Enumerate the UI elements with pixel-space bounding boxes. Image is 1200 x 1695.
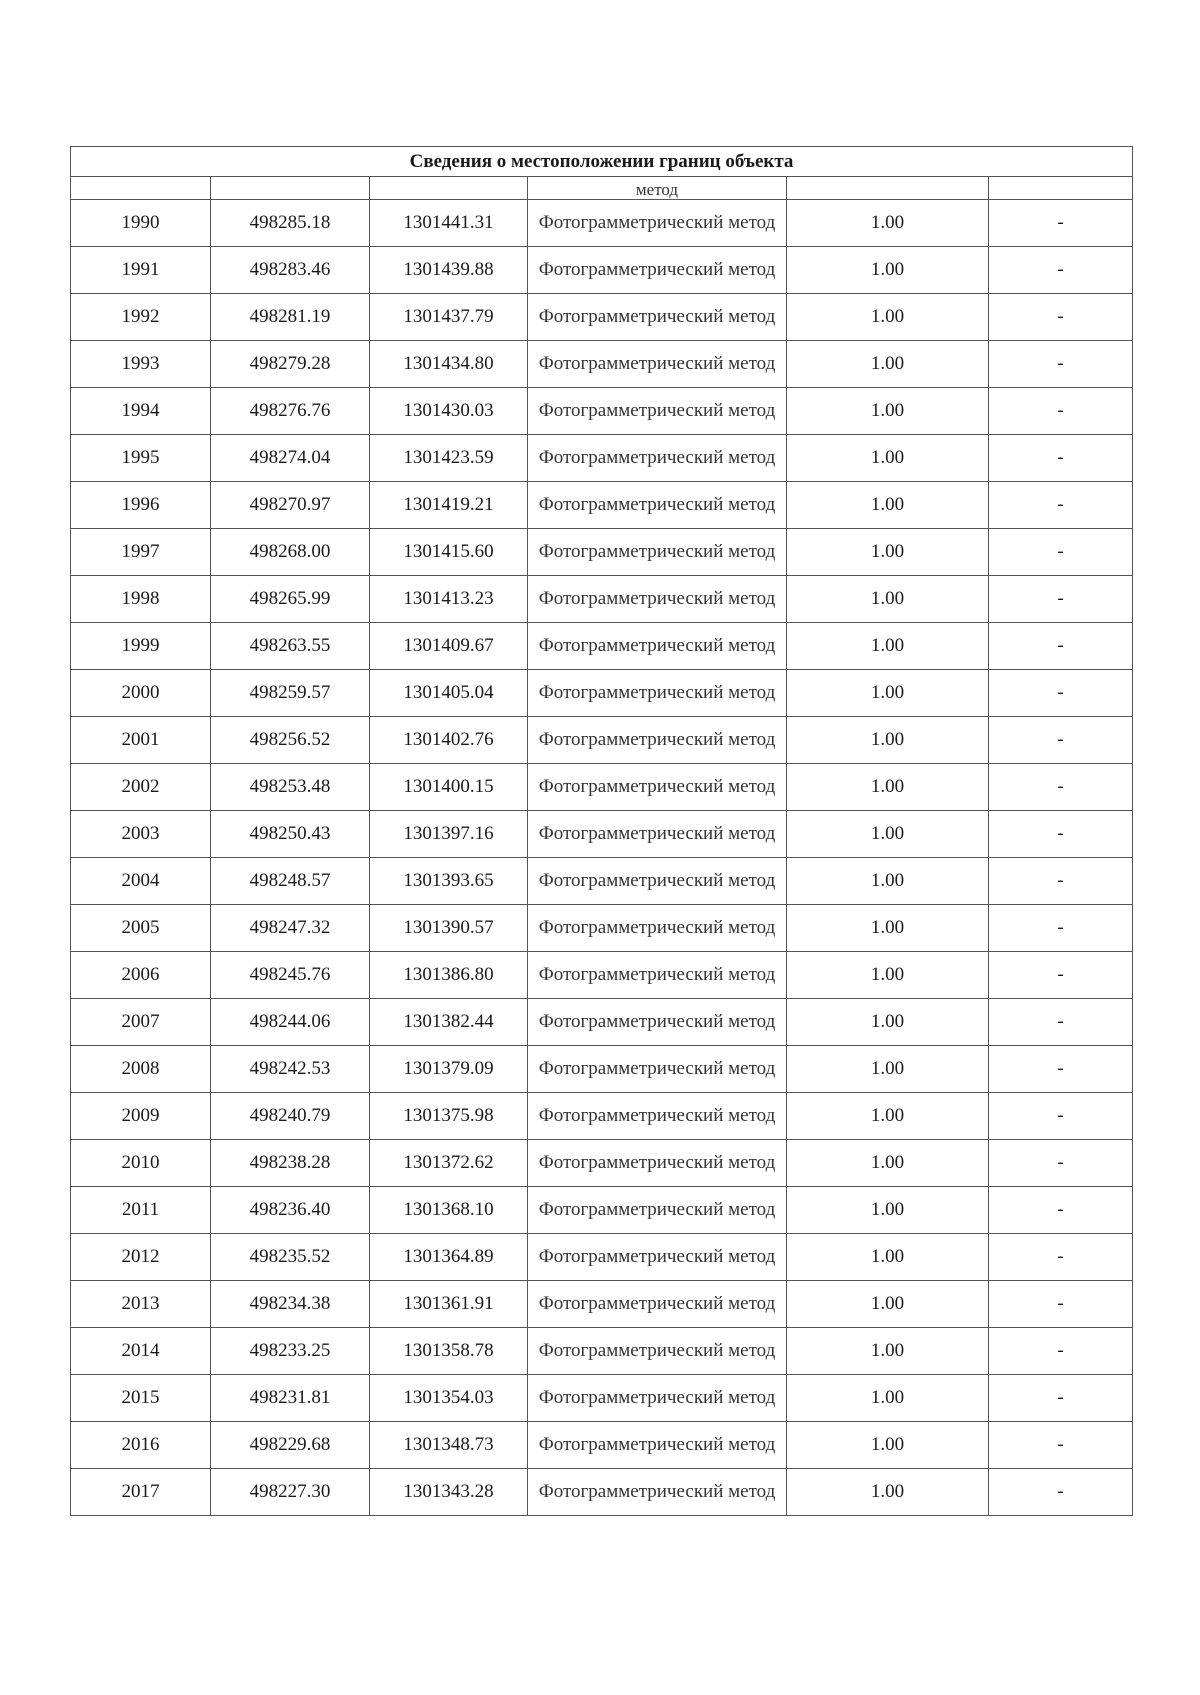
y-coordinate-cell: 1301382.44	[370, 999, 528, 1046]
y-coordinate-cell: 1301415.60	[370, 529, 528, 576]
y-coordinate-cell: 1301372.62	[370, 1140, 528, 1187]
description-cell: -	[989, 811, 1133, 858]
point-number-cell: 2000	[71, 670, 211, 717]
point-number-cell: 1992	[71, 294, 211, 341]
y-coordinate-cell: 1301439.88	[370, 247, 528, 294]
table-row	[71, 1187, 1133, 1234]
method-cell: Фотограмметрический метод	[528, 1234, 787, 1281]
precision-cell: 1.00	[787, 623, 989, 670]
method-cell: Фотограмметрический метод	[528, 905, 787, 952]
table-row	[71, 952, 1133, 999]
point-number-cell: 2010	[71, 1140, 211, 1187]
precision-cell: 1.00	[787, 435, 989, 482]
boundary-coordinates-table	[70, 146, 1133, 1516]
method-cell: Фотограмметрический метод	[528, 435, 787, 482]
description-cell: -	[989, 529, 1133, 576]
description-cell: -	[989, 717, 1133, 764]
precision-cell: 1.00	[787, 1140, 989, 1187]
description-cell: -	[989, 341, 1133, 388]
continuation-cell-x	[211, 177, 370, 200]
point-number-cell: 2007	[71, 999, 211, 1046]
y-coordinate-cell: 1301419.21	[370, 482, 528, 529]
continuation-cell-description	[989, 177, 1133, 200]
y-coordinate-cell: 1301405.04	[370, 670, 528, 717]
x-coordinate-cell: 498250.43	[211, 811, 370, 858]
x-coordinate-cell: 498270.97	[211, 482, 370, 529]
table-row	[71, 482, 1133, 529]
table-row	[71, 1375, 1133, 1422]
table-row	[71, 1281, 1133, 1328]
method-cell: Фотограмметрический метод	[528, 717, 787, 764]
precision-cell: 1.00	[787, 764, 989, 811]
precision-cell: 1.00	[787, 905, 989, 952]
point-number-cell: 1991	[71, 247, 211, 294]
precision-cell: 1.00	[787, 294, 989, 341]
y-coordinate-cell: 1301413.23	[370, 576, 528, 623]
method-cell: Фотограмметрический метод	[528, 952, 787, 999]
point-number-cell: 2001	[71, 717, 211, 764]
precision-cell: 1.00	[787, 388, 989, 435]
x-coordinate-cell: 498274.04	[211, 435, 370, 482]
point-number-cell: 2003	[71, 811, 211, 858]
x-coordinate-cell: 498233.25	[211, 1328, 370, 1375]
description-cell: -	[989, 576, 1133, 623]
x-coordinate-cell: 498253.48	[211, 764, 370, 811]
description-cell: -	[989, 764, 1133, 811]
precision-cell: 1.00	[787, 858, 989, 905]
table-row	[71, 623, 1133, 670]
method-cell: Фотограмметрический метод	[528, 858, 787, 905]
y-coordinate-cell: 1301375.98	[370, 1093, 528, 1140]
y-coordinate-cell: 1301409.67	[370, 623, 528, 670]
y-coordinate-cell: 1301364.89	[370, 1234, 528, 1281]
description-cell: -	[989, 200, 1133, 247]
precision-cell: 1.00	[787, 247, 989, 294]
point-number-cell: 1993	[71, 341, 211, 388]
y-coordinate-cell: 1301390.57	[370, 905, 528, 952]
precision-cell: 1.00	[787, 1375, 989, 1422]
precision-cell: 1.00	[787, 1328, 989, 1375]
table-title-row	[71, 147, 1133, 177]
method-cell: Фотограмметрический метод	[528, 1469, 787, 1516]
precision-cell: 1.00	[787, 717, 989, 764]
point-number-cell: 1996	[71, 482, 211, 529]
table-row	[71, 1140, 1133, 1187]
method-cell: Фотограмметрический метод	[528, 1328, 787, 1375]
point-number-cell: 1999	[71, 623, 211, 670]
description-cell: -	[989, 247, 1133, 294]
y-coordinate-cell: 1301348.73	[370, 1422, 528, 1469]
point-number-cell: 1995	[71, 435, 211, 482]
precision-cell: 1.00	[787, 576, 989, 623]
description-cell: -	[989, 1140, 1133, 1187]
description-cell: -	[989, 388, 1133, 435]
table-row	[71, 200, 1133, 247]
table-row	[71, 576, 1133, 623]
x-coordinate-cell: 498281.19	[211, 294, 370, 341]
y-coordinate-cell: 1301400.15	[370, 764, 528, 811]
description-cell: -	[989, 1234, 1133, 1281]
x-coordinate-cell: 498276.76	[211, 388, 370, 435]
method-cell: Фотограмметрический метод	[528, 999, 787, 1046]
point-number-cell: 2005	[71, 905, 211, 952]
x-coordinate-cell: 498244.06	[211, 999, 370, 1046]
x-coordinate-cell: 498240.79	[211, 1093, 370, 1140]
method-cell: Фотограмметрический метод	[528, 1375, 787, 1422]
description-cell: -	[989, 435, 1133, 482]
description-cell: -	[989, 670, 1133, 717]
method-cell: Фотограмметрический метод	[528, 1422, 787, 1469]
x-coordinate-cell: 498229.68	[211, 1422, 370, 1469]
point-number-cell: 1998	[71, 576, 211, 623]
description-cell: -	[989, 999, 1133, 1046]
point-number-cell: 2009	[71, 1093, 211, 1140]
method-cell: Фотограмметрический метод	[528, 341, 787, 388]
table-row	[71, 999, 1133, 1046]
point-number-cell: 1997	[71, 529, 211, 576]
table-row	[71, 670, 1133, 717]
description-cell: -	[989, 1187, 1133, 1234]
point-number-cell: 2004	[71, 858, 211, 905]
continuation-cell-number	[71, 177, 211, 200]
table-row	[71, 1046, 1133, 1093]
continuation-method-text: метод	[635, 180, 679, 199]
y-coordinate-cell: 1301343.28	[370, 1469, 528, 1516]
x-coordinate-cell: 498236.40	[211, 1187, 370, 1234]
precision-cell: 1.00	[787, 1093, 989, 1140]
table-row	[71, 811, 1133, 858]
x-coordinate-cell: 498247.32	[211, 905, 370, 952]
precision-cell: 1.00	[787, 529, 989, 576]
table-row	[71, 905, 1133, 952]
point-number-cell: 2015	[71, 1375, 211, 1422]
precision-cell: 1.00	[787, 999, 989, 1046]
y-coordinate-cell: 1301430.03	[370, 388, 528, 435]
x-coordinate-cell: 498235.52	[211, 1234, 370, 1281]
precision-cell: 1.00	[787, 341, 989, 388]
table-row	[71, 341, 1133, 388]
y-coordinate-cell: 1301368.10	[370, 1187, 528, 1234]
description-cell: -	[989, 952, 1133, 999]
y-coordinate-cell: 1301393.65	[370, 858, 528, 905]
description-cell: -	[989, 858, 1133, 905]
table-row	[71, 1469, 1133, 1516]
x-coordinate-cell: 498263.55	[211, 623, 370, 670]
method-cell: Фотограмметрический метод	[528, 482, 787, 529]
method-cell: Фотограмметрический метод	[528, 764, 787, 811]
precision-cell: 1.00	[787, 1469, 989, 1516]
continuation-cell-y	[370, 177, 528, 200]
description-cell: -	[989, 905, 1133, 952]
method-cell: Фотограмметрический метод	[528, 1046, 787, 1093]
precision-cell: 1.00	[787, 1046, 989, 1093]
method-cell: Фотограмметрический метод	[528, 623, 787, 670]
point-number-cell: 2012	[71, 1234, 211, 1281]
table-row	[71, 1422, 1133, 1469]
method-cell: Фотограмметрический метод	[528, 1281, 787, 1328]
point-number-cell: 2006	[71, 952, 211, 999]
x-coordinate-cell: 498268.00	[211, 529, 370, 576]
table-title: Сведения о местоположении границ объекта	[71, 147, 1133, 177]
y-coordinate-cell: 1301437.79	[370, 294, 528, 341]
table-row	[71, 388, 1133, 435]
precision-cell: 1.00	[787, 1281, 989, 1328]
x-coordinate-cell: 498227.30	[211, 1469, 370, 1516]
precision-cell: 1.00	[787, 482, 989, 529]
x-coordinate-cell: 498248.57	[211, 858, 370, 905]
x-coordinate-cell: 498265.99	[211, 576, 370, 623]
continuation-cell-method	[528, 177, 787, 200]
precision-cell: 1.00	[787, 1422, 989, 1469]
y-coordinate-cell: 1301397.16	[370, 811, 528, 858]
method-cell: Фотограмметрический метод	[528, 1187, 787, 1234]
point-number-cell: 2016	[71, 1422, 211, 1469]
table-row	[71, 717, 1133, 764]
point-number-cell: 2011	[71, 1187, 211, 1234]
description-cell: -	[989, 1375, 1133, 1422]
precision-cell: 1.00	[787, 670, 989, 717]
method-cell: Фотограмметрический метод	[528, 388, 787, 435]
precision-cell: 1.00	[787, 200, 989, 247]
point-number-cell: 2013	[71, 1281, 211, 1328]
table-row	[71, 435, 1133, 482]
point-number-cell: 2002	[71, 764, 211, 811]
x-coordinate-cell: 498234.38	[211, 1281, 370, 1328]
continuation-cell-precision	[787, 177, 989, 200]
x-coordinate-cell: 498231.81	[211, 1375, 370, 1422]
x-coordinate-cell: 498279.28	[211, 341, 370, 388]
description-cell: -	[989, 1328, 1133, 1375]
description-cell: -	[989, 1046, 1133, 1093]
x-coordinate-cell: 498238.28	[211, 1140, 370, 1187]
method-cell: Фотограмметрический метод	[528, 670, 787, 717]
precision-cell: 1.00	[787, 952, 989, 999]
method-cell: Фотограмметрический метод	[528, 1093, 787, 1140]
description-cell: -	[989, 1093, 1133, 1140]
precision-cell: 1.00	[787, 1187, 989, 1234]
y-coordinate-cell: 1301434.80	[370, 341, 528, 388]
method-cell: Фотограмметрический метод	[528, 811, 787, 858]
point-number-cell: 2008	[71, 1046, 211, 1093]
description-cell: -	[989, 1422, 1133, 1469]
description-cell: -	[989, 294, 1133, 341]
point-number-cell: 2014	[71, 1328, 211, 1375]
x-coordinate-cell: 498256.52	[211, 717, 370, 764]
x-coordinate-cell: 498285.18	[211, 200, 370, 247]
point-number-cell: 2017	[71, 1469, 211, 1516]
description-cell: -	[989, 1281, 1133, 1328]
description-cell: -	[989, 482, 1133, 529]
table-row	[71, 858, 1133, 905]
table-body	[71, 147, 1133, 1516]
y-coordinate-cell: 1301361.91	[370, 1281, 528, 1328]
description-cell: -	[989, 623, 1133, 670]
x-coordinate-cell: 498242.53	[211, 1046, 370, 1093]
y-coordinate-cell: 1301354.03	[370, 1375, 528, 1422]
table-row	[71, 764, 1133, 811]
y-coordinate-cell: 1301441.31	[370, 200, 528, 247]
method-cell: Фотограмметрический метод	[528, 247, 787, 294]
x-coordinate-cell: 498283.46	[211, 247, 370, 294]
point-number-cell: 1990	[71, 200, 211, 247]
method-cell: Фотограмметрический метод	[528, 294, 787, 341]
method-cell: Фотограмметрический метод	[528, 576, 787, 623]
point-number-cell: 1994	[71, 388, 211, 435]
table-row	[71, 1093, 1133, 1140]
method-cell: Фотограмметрический метод	[528, 1140, 787, 1187]
x-coordinate-cell: 498259.57	[211, 670, 370, 717]
table-row	[71, 1328, 1133, 1375]
description-cell: -	[989, 1469, 1133, 1516]
table-row	[71, 1234, 1133, 1281]
x-coordinate-cell: 498245.76	[211, 952, 370, 999]
method-cell: Фотограмметрический метод	[528, 529, 787, 576]
y-coordinate-cell: 1301358.78	[370, 1328, 528, 1375]
continuation-row	[71, 177, 1133, 200]
table-row	[71, 294, 1133, 341]
y-coordinate-cell: 1301423.59	[370, 435, 528, 482]
y-coordinate-cell: 1301379.09	[370, 1046, 528, 1093]
table-row	[71, 529, 1133, 576]
y-coordinate-cell: 1301386.80	[370, 952, 528, 999]
precision-cell: 1.00	[787, 1234, 989, 1281]
table-row	[71, 247, 1133, 294]
y-coordinate-cell: 1301402.76	[370, 717, 528, 764]
precision-cell: 1.00	[787, 811, 989, 858]
method-cell: Фотограмметрический метод	[528, 200, 787, 247]
